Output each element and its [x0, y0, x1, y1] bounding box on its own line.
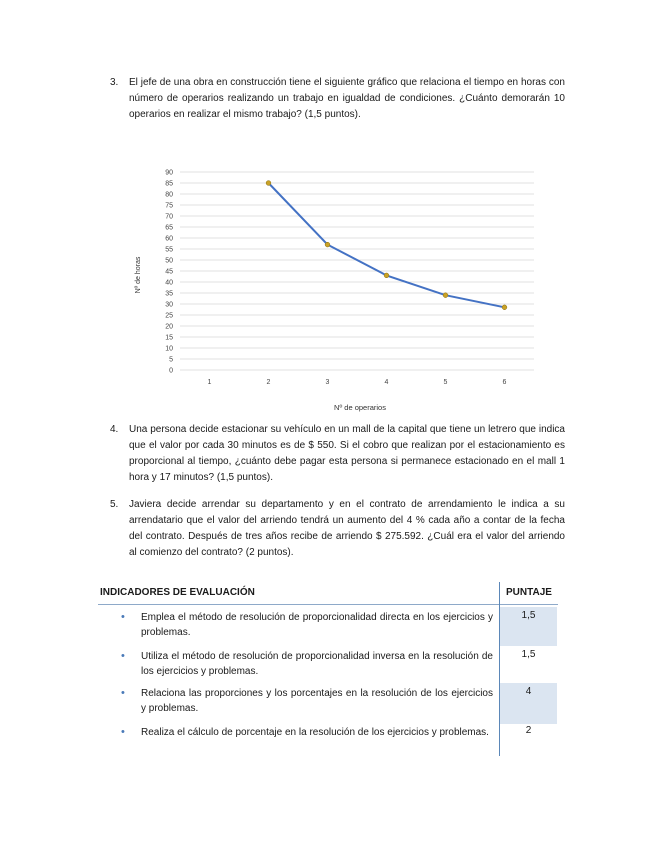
hours-vs-workers-chart — [130, 160, 550, 420]
y-tick-label: 60 — [165, 235, 173, 243]
bullet-icon: • — [121, 726, 125, 738]
score-header: PUNTAJE — [506, 587, 552, 598]
indicator-text: Utiliza el método de resolución de proporcionalidad inversa en la resolución de los ejercicios y problemas. — [141, 651, 493, 677]
y-tick-label: 35 — [165, 290, 173, 298]
y-tick-label: 50 — [165, 257, 173, 265]
chart-gridlines — [180, 172, 534, 370]
problem-text: Una persona decide estacionar su vehículo en un mall de la capital que tiene un letrero que indica que el valor por cada 30 minutos es de $ 550. Si el cobro que realizan por el estacionamiento es proporcional al tiempo, ¿cuánto debe pagar esta persona si permanece estacionado en el mall 1 hora y 17 minutos? (1,5 puntos). — [129, 424, 565, 483]
y-tick-label: 80 — [165, 191, 173, 199]
y-tick-label: 85 — [165, 180, 173, 188]
score-cell: 4 — [500, 683, 557, 724]
data-point — [325, 242, 330, 247]
data-points — [266, 181, 507, 310]
y-tick-label: 5 — [169, 356, 173, 364]
indicators-header: INDICADORES DE EVALUACIÓN — [100, 587, 255, 598]
indicator-text: Relaciona las proporciones y los porcentajes en la resolución de los ejercicios y problemas. — [141, 688, 493, 714]
bullet-icon: • — [121, 687, 125, 699]
data-point — [443, 293, 448, 298]
table-row — [98, 725, 558, 761]
indicator-text: Realiza el cálculo de porcentaje en la resolución de los ejercicios y problemas. — [141, 727, 489, 738]
x-tick-label: 6 — [502, 379, 507, 386]
score-cell: 2 — [525, 725, 532, 736]
y-tick-label: 75 — [165, 202, 173, 210]
problem-3 — [110, 75, 565, 123]
data-point — [502, 305, 507, 310]
table-header — [98, 582, 558, 605]
y-tick-label: 70 — [165, 213, 173, 221]
y-tick-label: 45 — [165, 268, 173, 276]
data-point — [384, 273, 389, 278]
y-tick-label: 30 — [165, 301, 173, 309]
y-tick-label: 10 — [165, 345, 173, 353]
problem-number: 5. — [110, 499, 119, 510]
bullet-icon: • — [121, 650, 125, 662]
x-tick-label: 3 — [325, 379, 330, 386]
y-tick-label: 40 — [165, 279, 173, 287]
table-row — [98, 610, 558, 646]
problem-number: 3. — [110, 77, 119, 88]
y-tick-label: 0 — [169, 367, 173, 375]
indicator-text: Emplea el método de resolución de proporcionalidad directa en los ejercicios y problemas. — [141, 612, 493, 638]
x-tick-label: 1 — [207, 379, 212, 386]
y-tick-label: 25 — [165, 312, 173, 320]
y-tick-label: 15 — [165, 334, 173, 342]
problem-4 — [110, 422, 565, 486]
x-tick-label: 5 — [443, 379, 448, 386]
score-cell: 1,5 — [521, 649, 536, 660]
evaluation-table — [98, 582, 558, 738]
y-tick-label: 65 — [165, 224, 173, 232]
y-tick-label: 20 — [165, 323, 173, 331]
problem-number: 4. — [110, 424, 119, 435]
x-tick-label: 2 — [266, 379, 271, 386]
table-row — [98, 686, 558, 722]
x-axis-ticks — [208, 379, 507, 386]
y-axis-ticks — [165, 170, 173, 375]
y-axis-label: Nº de horas — [135, 256, 142, 294]
data-point — [266, 181, 271, 186]
table-row — [98, 649, 558, 685]
problem-text: Javiera decide arrendar su departamento y en el contrato de arrendamiento le indica a su arrendatario que el valor del arriendo tendrá un aumento del 4 % cada año a contar de la fecha del contrato. Después de tres años recibe de arriendo $ 275.592. ¿Cuál era el valor del arriendo al comienzo del contrato? (2 puntos). — [129, 499, 565, 558]
problem-5 — [110, 497, 565, 561]
problem-text: El jefe de una obra en construcción tiene el siguiente gráfico que relaciona el tiempo en horas con número de operarios realizando un trabajo en igualdad de condiciones. ¿Cuánto demorarán 10 operarios en realizar el mismo trabajo? (1,5 puntos). — [129, 77, 565, 120]
x-axis-label: Nº de operarios — [334, 403, 386, 412]
series-line — [269, 183, 505, 307]
score-cell: 1,5 — [500, 607, 557, 646]
y-tick-label: 55 — [165, 246, 173, 254]
x-tick-label: 4 — [384, 379, 389, 386]
bullet-icon: • — [121, 611, 125, 623]
y-tick-label: 90 — [165, 169, 173, 177]
